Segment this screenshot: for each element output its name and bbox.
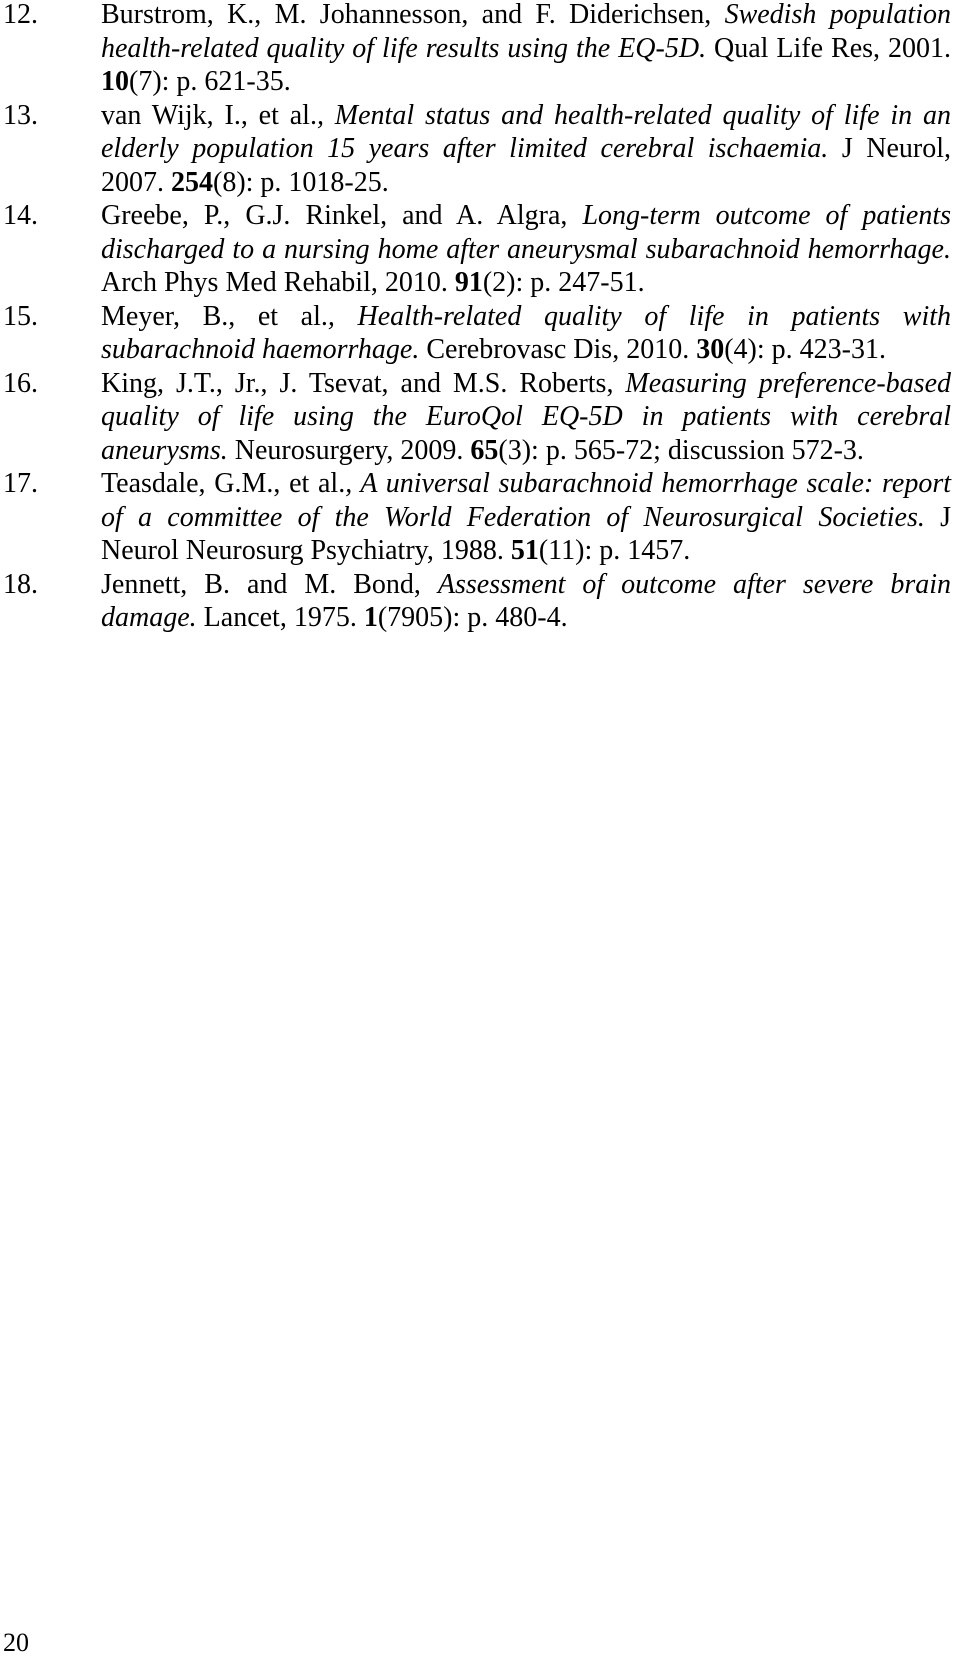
reference-journal: J Neurol Neurosurg Psychiatry, 1988. [101,501,951,566]
reference-number: 14. [3,200,38,231]
reference-text [101,0,951,99]
reference-title: Measuring preference-based quality of life using the EuroQol EQ-5D in patients with cerebral aneurysms. [101,367,951,466]
reference-pages: (4): p. 423-31. [724,334,886,365]
reference-number: 13. [3,99,38,131]
reference-authors: Jennett, B. and M. Bond, [101,568,438,600]
reference-item-18 [3,568,951,635]
reference-text [101,467,951,568]
reference-item-14 [3,199,951,300]
reference-volume: 51 [510,535,539,566]
reference-pages: (7): p. 621-35. [129,66,291,97]
reference-list [3,0,951,635]
reference-volume: 1 [363,602,378,633]
reference-authors: Burstrom, K., M. Johannesson, and F. Diderichsen, [101,0,725,30]
reference-text [101,367,951,468]
reference-journal: Neurosurgery, 2009. [227,434,471,466]
reference-title: , Mental status and health-related quality of life in an elderly population 15 years after limited cerebral ischaemia. [101,99,951,164]
reference-text [101,568,951,635]
reference-title: Long-term outcome of patients discharged to a nursing home after aneurysmal subarachnoid hemorrhage. [101,200,951,265]
reference-text [101,199,951,300]
reference-authors: Meyer, B., et al. [101,300,328,332]
reference-pages: (7905): p. 480-4. [377,602,568,633]
reference-title: , Health-related quality of life in patients with subarachnoid haemorrhage. [101,300,952,365]
reference-authors: Greebe, P., G.J. Rinkel, and A. Algra, [101,200,583,231]
reference-pages: (2): p. 247-51. [482,267,645,298]
reference-number: 18. [3,568,38,600]
reference-volume: 65 [470,434,499,466]
reference-text [101,99,951,200]
reference-journal: Arch Phys Med Rehabil, 2010. [101,267,455,298]
reference-volume: 30 [696,334,725,365]
reference-pages: (8): p. 1018-25. [213,166,389,198]
reference-volume: 91 [454,267,483,298]
reference-volume: 10 [101,66,129,97]
reference-journal: Cerebrovasc Dis, 2010. [419,334,697,365]
reference-number: 17. [3,468,38,499]
reference-item-13 [3,99,951,200]
reference-number: 15. [3,300,38,332]
reference-title: , A universal subarachnoid hemorrhage scale: report of a committee of the World Federation of Neurosurgical Societies. [101,468,951,533]
reference-item-16 [3,367,951,468]
reference-pages: (11): p. 1457. [538,535,691,566]
reference-text [101,300,951,367]
reference-volume: 254 [171,166,213,198]
reference-number: 16. [3,367,38,399]
reference-authors: van Wijk, I., et al. [101,99,317,131]
reference-number: 12. [3,0,38,30]
reference-item-17 [3,467,951,568]
reference-journal: J Neurol, 2007. [101,133,951,198]
reference-journal: Lancet, 1975. [196,602,364,633]
reference-title: Assessment of outcome after severe brain damage. [101,568,951,633]
reference-item-15 [3,300,951,367]
page-number: 20 [3,1628,29,1657]
reference-authors: Teasdale, G.M., et al. [101,468,346,499]
reference-item-12 [3,0,951,99]
reference-authors: King, J.T., Jr., J. Tsevat, and M.S. Roberts, [101,367,626,399]
reference-pages: (3): p. 565-72; discussion 572-3. [498,434,864,466]
reference-journal: Qual Life Res, 2001. [706,32,951,64]
reference-title: Swedish population health-related quality of life results using the EQ-5D. [101,0,951,64]
